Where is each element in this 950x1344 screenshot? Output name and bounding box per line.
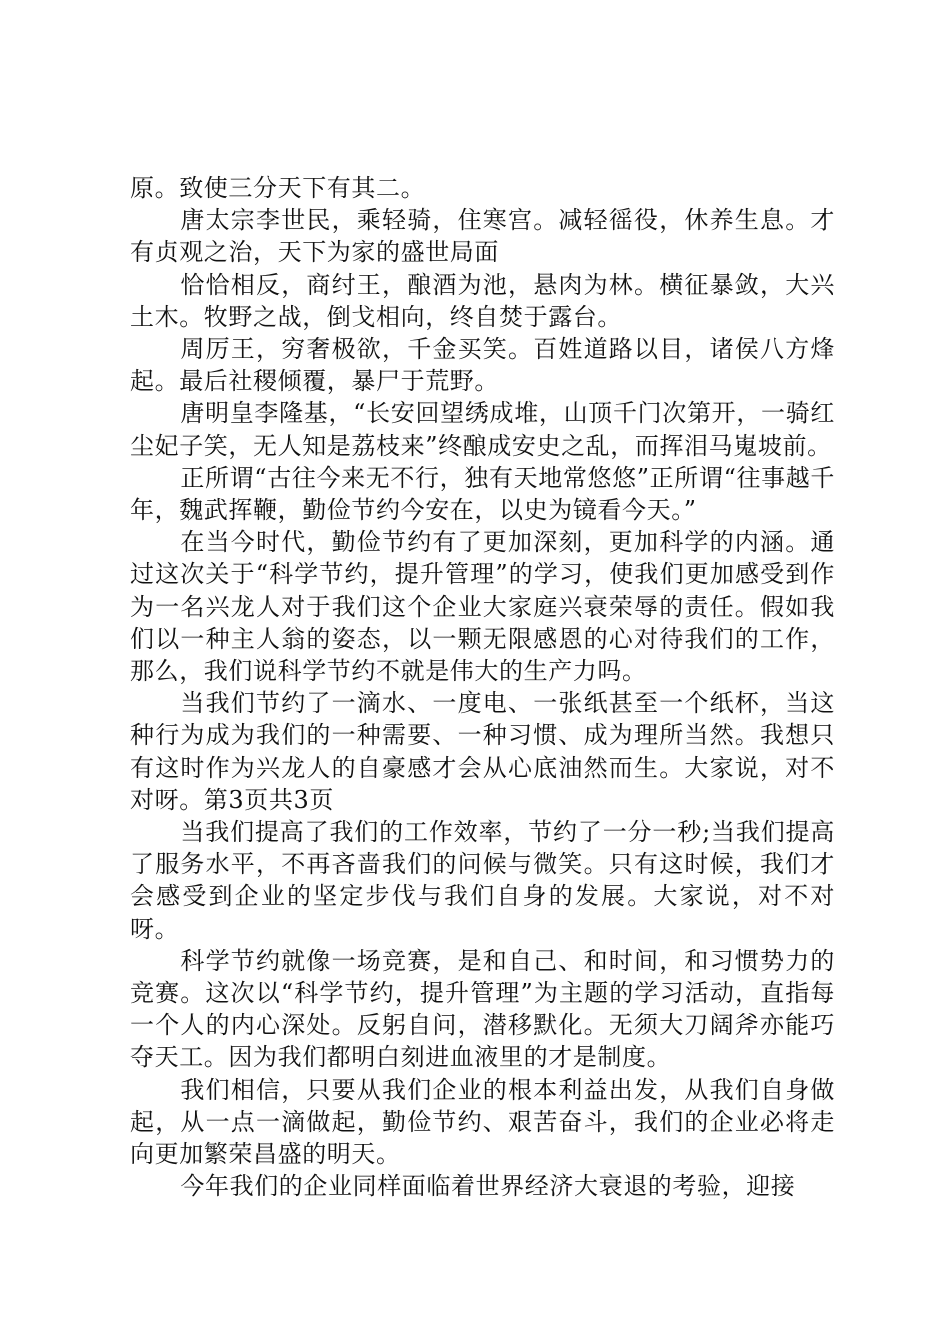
paragraph-tang-minghuang: 唐明皇李隆基，“长安回望绣成堆，山顶千门次第开，一骑红尘妃子笑，无人知是荔枝来”终酿成安史之乱，而挥泪马嵬坡前。 (130, 399, 835, 460)
document-body (130, 172, 835, 1203)
paragraph-this-year: 今年我们的企业同样面临着世界经济大衰退的考验，迎接 (180, 1172, 796, 1201)
paragraph-modern-times: 在当今时代，勤俭节约有了更加深刻，更加科学的内涵。通过这次关于“科学节约，提升管理”的学习，使我们更加感受到作为一名兴龙人对于我们这个企业大家庭兴衰荣辱的责任。假如我们以一种主人翁的姿态，以一颗无限感恩的心对待我们的工作，那么，我们说科学节约不就是伟大的生产力吗。 (130, 528, 835, 686)
paragraph-efficiency: 当我们提高了我们的工作效率，节约了一分一秒;当我们提高了服务水平，不再吝啬我们的问候与微笑。只有这时候，我们才会感受到企业的坚定步伐与我们自身的发展。大家说，对不对呀。 (130, 818, 835, 943)
paragraph-belief: 我们相信，只要从我们企业的根本利益出发，从我们自身做起，从一点一滴做起，勤俭节约、艰苦奋斗，我们的企业必将走向更加繁荣昌盛的明天。 (130, 1075, 835, 1169)
paragraph-quotation: 正所谓“古往今来无不行，独有天地常悠悠”正所谓“往事越千年，魏武挥鞭，勤俭节约今安在，以史为镜看今天。” (130, 463, 835, 525)
paragraph-tang-taizong: 唐太宗李世民，乘轻骑，住寒宫。减轻徭役，休养生息。才有贞观之治，天下为家的盛世局面 (130, 206, 835, 267)
paragraph-saving-water: 当我们节约了一滴水、一度电、一张纸甚至一个纸杯，当这种行为成为我们的一种需要、一种习惯、成为理所当然。我想只有这时作为兴龙人的自豪感才会从心底油然而生。大家说，对不对呀。第3页共3页 (130, 689, 835, 814)
paragraph-continued: 原。致使三分天下有其二。 (130, 174, 426, 202)
paragraph-competition: 科学节约就像一场竞赛，是和自己、和时间，和习惯势力的竞赛。这次以“科学节约，提升管理”为主题的学习活动，直指每一个人的内心深处。反躬自问，潜移默化。无须大刀阔斧亦能巧夺天工。因为我们都明白刻进血液里的才是制度。 (130, 946, 835, 1072)
paragraph-zhou-li: 周厉王，穷奢极欲，千金买笑。百姓道路以目，诸侯八方烽起。最后社稷倾覆，暴尸于荒野。 (130, 335, 835, 396)
paragraph-shang-zhou: 恰恰相反，商纣王，酿酒为池，悬肉为林。横征暴敛，大兴土木。牧野之战，倒戈相向，终自焚于露台。 (130, 270, 835, 331)
